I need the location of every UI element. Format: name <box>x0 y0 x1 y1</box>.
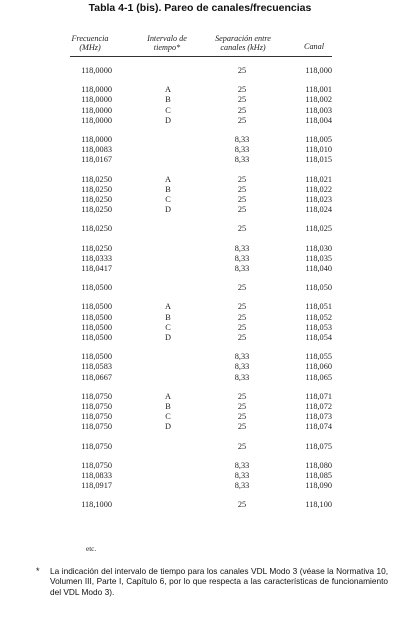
separation-cell: 8,33 <box>234 243 250 253</box>
channel-cell: 118,055 <box>305 352 332 362</box>
channel-cell: 118,021 <box>305 174 332 184</box>
channel-cell: 118,071 <box>305 391 332 401</box>
time-slot-cell: D <box>165 333 171 342</box>
separation-cell: 25 <box>237 174 247 184</box>
channel-cell: 118,075 <box>305 441 332 451</box>
frequency-cell: 118,0833 <box>81 471 112 480</box>
channel-cell: 118,100 <box>305 500 332 510</box>
separation-cell: 25 <box>237 333 247 342</box>
header-separation: Separación entre canales (kHz) <box>215 34 271 52</box>
channel-cell: 118,015 <box>305 155 332 165</box>
channel-cell: 118,024 <box>305 205 332 215</box>
channel-cell: 118,025 <box>305 224 332 234</box>
header-rule <box>70 56 332 57</box>
separation-cell: 25 <box>237 500 247 510</box>
separation-cell: 25 <box>237 95 247 105</box>
frequency-cell: 118,0750 <box>81 402 112 411</box>
channel-cell: 118,060 <box>305 362 332 372</box>
frequency-cell: 118,0750 <box>81 422 112 432</box>
time-slot-cell: C <box>165 322 171 332</box>
frequency-cell: 118,0000 <box>81 135 112 144</box>
channel-cell: 118,053 <box>305 322 332 332</box>
frequency-cell: 118,0000 <box>81 95 112 105</box>
separation-cell: 8,33 <box>234 155 250 165</box>
frequency-cell: 118,0250 <box>81 184 112 194</box>
channel-cell: 118,051 <box>305 302 332 312</box>
frequency-cell: 118,0250 <box>81 224 112 234</box>
time-slot-cell: A <box>165 391 171 401</box>
header-time-slot: Intervalo de tiempo* <box>147 34 187 52</box>
separation-cell: 25 <box>237 224 247 234</box>
separation-cell: 25 <box>237 195 247 204</box>
frequency-cell: 118,0667 <box>81 372 112 382</box>
separation-cell: 25 <box>237 412 247 422</box>
separation-cell: 25 <box>237 302 247 312</box>
frequency-cell: 118,0250 <box>81 243 112 253</box>
frequency-cell: 118,1000 <box>81 500 112 510</box>
frequency-cell: 118,0250 <box>81 174 112 184</box>
separation-cell: 8,33 <box>234 460 250 470</box>
frequency-cell: 118,0500 <box>81 333 112 342</box>
frequency-cell: 118,0750 <box>81 441 112 451</box>
channel-cell: 118,035 <box>305 253 332 263</box>
time-slot-cell: B <box>165 312 171 322</box>
frequency-cell: 118,0083 <box>81 145 112 155</box>
frequency-cell: 118,0750 <box>81 460 112 470</box>
table-title: Tabla 4-1 (bis). Pareo de canales/frecuencias <box>88 2 312 14</box>
channel-cell: 118,052 <box>305 312 332 322</box>
separation-cell: 25 <box>237 66 247 75</box>
frequency-cell: 118,0250 <box>81 195 112 204</box>
frequency-cell: 118,0583 <box>81 362 112 372</box>
header-frequency: Frecuencia (MHz) <box>62 34 118 52</box>
separation-cell: 25 <box>237 422 247 432</box>
channel-cell: 118,005 <box>305 135 332 144</box>
channel-cell: 118,000 <box>305 66 332 75</box>
separation-cell: 25 <box>237 322 247 332</box>
channel-cell: 118,023 <box>305 195 332 204</box>
channel-cell: 118,090 <box>305 481 332 491</box>
frequency-cell: 118,0500 <box>81 352 112 362</box>
channel-cell: 118,072 <box>305 402 332 411</box>
channel-cell: 118,030 <box>305 243 332 253</box>
time-slot-cell: D <box>165 115 171 125</box>
separation-cell: 25 <box>237 441 247 451</box>
time-slot-cell: A <box>165 85 171 95</box>
channel-cell: 118,003 <box>305 105 332 115</box>
frequency-cell: 118,0417 <box>81 264 112 273</box>
frequency-cell: 118,0333 <box>81 253 112 263</box>
time-slot-cell: A <box>165 302 171 312</box>
header-channel: Canal <box>303 42 325 51</box>
separation-cell: 25 <box>237 402 247 411</box>
frequency-cell: 118,0750 <box>81 391 112 401</box>
frequency-cell: 118,0000 <box>81 115 112 125</box>
frequency-cell: 118,0750 <box>81 412 112 422</box>
separation-cell: 8,33 <box>234 264 250 273</box>
header-frequency-unit: (MHz) <box>79 43 101 52</box>
separation-cell: 25 <box>237 312 247 322</box>
frequency-cell: 118,0500 <box>81 283 112 293</box>
time-slot-cell: A <box>165 174 171 184</box>
separation-cell: 8,33 <box>234 471 250 480</box>
time-slot-cell: C <box>165 105 171 115</box>
separation-cell: 25 <box>237 283 247 293</box>
time-slot-cell: D <box>165 205 171 215</box>
channel-cell: 118,001 <box>305 85 332 95</box>
separation-cell: 8,33 <box>234 145 250 155</box>
channel-cell: 118,022 <box>305 184 332 194</box>
channel-cell: 118,002 <box>305 95 332 105</box>
time-slot-cell: D <box>165 422 171 432</box>
frequency-cell: 118,0167 <box>81 155 112 165</box>
separation-cell: 8,33 <box>234 362 250 372</box>
separation-cell: 25 <box>237 184 247 194</box>
separation-cell: 25 <box>237 105 247 115</box>
channel-cell: 118,004 <box>305 115 332 125</box>
frequency-cell: 118,0500 <box>81 322 112 332</box>
frequency-cell: 118,0250 <box>81 205 112 215</box>
channel-cell: 118,085 <box>305 471 332 480</box>
channel-cell: 118,074 <box>305 422 332 432</box>
separation-cell: 8,33 <box>234 135 250 144</box>
channel-cell: 118,010 <box>305 145 332 155</box>
separation-cell: 25 <box>237 85 247 95</box>
time-slot-cell: C <box>165 412 171 422</box>
channel-cell: 118,080 <box>305 460 332 470</box>
channel-cell: 118,050 <box>305 283 332 293</box>
separation-cell: 25 <box>237 115 247 125</box>
time-slot-cell: C <box>165 195 171 204</box>
separation-cell: 25 <box>237 205 247 215</box>
separation-cell: 8,33 <box>234 352 250 362</box>
footnote-text: La indicación del intervalo de tiempo para los canales VDL Modo 3 (véase la Normativa 10, Volumen III, Parte I, Capítulo 6, por lo que respecta a las características de funcionamiento del VDL Modo 3). <box>50 566 388 597</box>
frequency-cell: 118,0000 <box>81 105 112 115</box>
time-slot-cell: B <box>165 184 171 194</box>
footnote-mark: * <box>36 566 40 576</box>
separation-cell: 8,33 <box>234 481 250 491</box>
frequency-cell: 118,0500 <box>81 312 112 322</box>
time-slot-cell: B <box>165 402 171 411</box>
frequency-cell: 118,0917 <box>81 481 112 491</box>
frequency-cell: 118,0000 <box>81 85 112 95</box>
channel-cell: 118,054 <box>305 333 332 342</box>
separation-cell: 8,33 <box>234 372 250 382</box>
channel-cell: 118,040 <box>305 264 332 273</box>
separation-cell: 25 <box>237 391 247 401</box>
time-slot-cell: B <box>165 95 171 105</box>
separation-cell: 8,33 <box>234 253 250 263</box>
channel-cell: 118,073 <box>305 412 332 422</box>
channel-cell: 118,065 <box>305 372 332 382</box>
frequency-cell: 118,0500 <box>81 302 112 312</box>
etc-text: etc. <box>86 545 97 553</box>
frequency-cell: 118,0000 <box>81 66 112 75</box>
